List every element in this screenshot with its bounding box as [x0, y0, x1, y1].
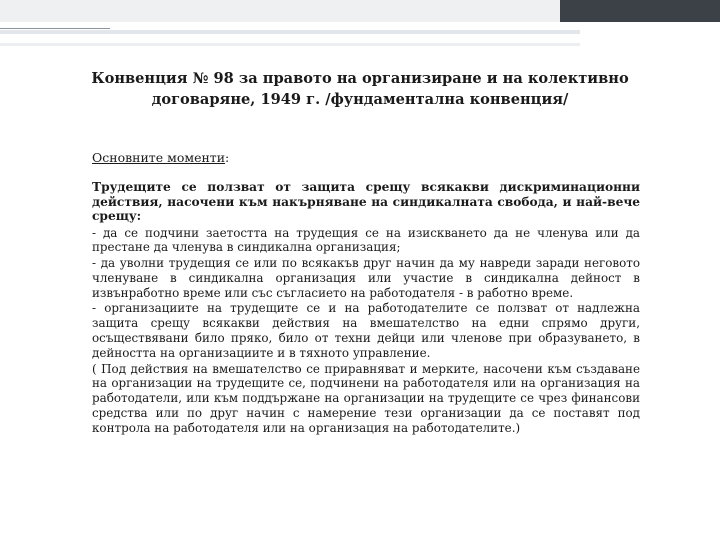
subheading-colon: :: [225, 150, 230, 165]
slide-content: [92, 150, 640, 437]
list-item: - да се подчини заетостта на трудещия се на изискването да не членува или да престане да членува в синдикална организация;: [92, 225, 640, 255]
top-bar-light: [0, 0, 560, 22]
list-item: - да уволни трудещия се или по всякакъв друг начин да му навреди заради неговото членуване в синдикална организация или участие в синдикална дейност в извънработно време или със съгласието на работодателя - в работно време.: [92, 256, 640, 300]
top-bar-dark: [560, 0, 720, 22]
subheading: [92, 150, 640, 166]
list-item: - организациите на трудещите се и на работодателите се ползват от надлежна защита срещу всякакви действия на вмешателство на едни спрямо други, осъществявани било пряко, било от техни дейци или членове при образуването, в дейността на организациите и в тяхното управление.: [92, 301, 640, 360]
header-rule-lower: [0, 43, 580, 46]
header-rule-upper: [0, 30, 580, 34]
accent-rule: [0, 28, 110, 29]
lead-paragraph: Трудещите се ползват от защита срещу всякакви дискриминационни действия, насочени към накърняване на синдикалната свобода, и най-вече срещу:: [92, 180, 640, 223]
list-item: ( Под действия на вмешателство се приравняват и мерките, насочени към създаване на организации на трудещите се, подчинени на работодателя или на организация на работодатели, или към поддържане на организации на трудещите се чрез финансови средства или по друг начин с намерение тези организации да се поставят под контрола на работодателя или на организация на работодателите.): [92, 361, 640, 435]
subheading-label: Основните моменти: [92, 150, 226, 165]
slide-title: Конвенция № 98 за правото на организиране и на колективно договаряне, 1949 г. /фундаментална конвенция/: [91, 70, 629, 108]
